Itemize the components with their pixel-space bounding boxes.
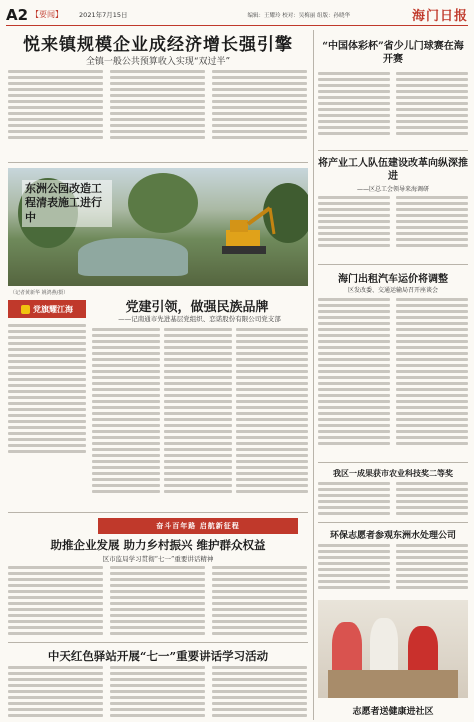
section-tag: 【要闻】 (31, 10, 64, 19)
right-story3-body-2 (396, 298, 468, 448)
divider (8, 642, 308, 643)
right-story5-body-2 (396, 544, 468, 592)
flag-icon (21, 305, 30, 314)
page-number: A2 (6, 5, 29, 24)
page-header (6, 4, 468, 26)
right-story1-headline[interactable]: “中国体彩杯”省少儿门球赛在海开赛 (322, 41, 464, 65)
rural-body-col-2 (110, 566, 205, 638)
divider (318, 462, 468, 463)
right-story4-body-1 (318, 482, 390, 518)
party-body-col-1 (92, 328, 160, 496)
right-story1-body-2 (396, 72, 468, 138)
right-story3-headline[interactable]: 海门出租汽车运价将调整 (338, 274, 448, 285)
divider (8, 162, 308, 163)
rural-body-col-3 (212, 566, 307, 638)
column-sidebar-text (8, 324, 86, 456)
party-headline[interactable]: 党建引领，做强民族品牌 (125, 300, 269, 315)
redpost-body-col-2 (110, 666, 205, 720)
rural-subhead: 区市监局学习贯彻“七一”重要讲话精神 (102, 555, 214, 563)
anniversary-banner: 奋斗百年路 启航新征程 (98, 518, 298, 534)
issue-date: 2021年7月15日 (79, 11, 128, 19)
rural-body-col-1 (8, 566, 103, 638)
right-story2-body-1 (318, 196, 390, 250)
right-story1-body-1 (318, 72, 390, 138)
party-body-col-3 (236, 328, 308, 496)
party-subhead: ——记南通市先进基层党组织、恋诺股份有限公司党支部 (118, 315, 281, 323)
right-story2-body-2 (396, 196, 468, 250)
right-story3-subhead: 区发改委、交通运输局召开座谈会 (347, 287, 438, 294)
right-story4-body-2 (396, 482, 468, 518)
photo-title: 东洲公园改造工程清表施工进行中 (22, 180, 112, 227)
excavator-icon (208, 198, 278, 258)
divider (8, 512, 308, 513)
divider (318, 264, 468, 265)
right-story4-headline[interactable]: 我区一成果获市农业科技奖二等奖 (333, 468, 453, 478)
volunteer-health-photo[interactable] (318, 600, 468, 698)
redpost-headline[interactable]: 中天红色驿站开展“七一”重要讲话学习活动 (47, 649, 269, 663)
right-story6-headline[interactable]: 志愿者送健康进社区 (352, 707, 434, 717)
redpost-body-col-3 (212, 666, 307, 720)
column-badge-label: 党旗耀江海 (33, 304, 73, 314)
column-divider (313, 30, 314, 720)
right-story5-headline[interactable]: 环保志愿者参观东洲水处理公司 (329, 531, 456, 541)
photo-caption: （记者黄新华 姚鸿燕/摄） (10, 290, 69, 296)
main-body-col-2 (110, 70, 205, 142)
divider (318, 522, 468, 523)
redpost-body-col-1 (8, 666, 103, 720)
main-body-col-1 (8, 70, 103, 142)
right-story2-headline[interactable]: 将产业工人队伍建设改革向纵深推进 (318, 158, 468, 182)
right-story3-body-1 (318, 298, 390, 448)
masthead-logo: 海门日报 (411, 9, 468, 24)
divider (318, 150, 468, 151)
column-badge (8, 300, 86, 318)
party-body-col-2 (164, 328, 232, 496)
rural-headline[interactable]: 助推企业发展 助力乡村振兴 维护群众权益 (50, 538, 266, 552)
right-story5-body-1 (318, 544, 390, 592)
main-body-col-3 (212, 70, 307, 142)
main-headline[interactable]: 悦来镇规模企业成经济增长强引擎 (23, 35, 293, 55)
main-subhead: 全镇一般公共预算收入实现“双过半” (85, 57, 231, 67)
right-story2-subhead: ——区总工会领导来海调研 (356, 186, 429, 193)
editor-credits: 编辑：王耀玲 校对：吴梅丽 组版：孙晓华 (247, 12, 350, 19)
